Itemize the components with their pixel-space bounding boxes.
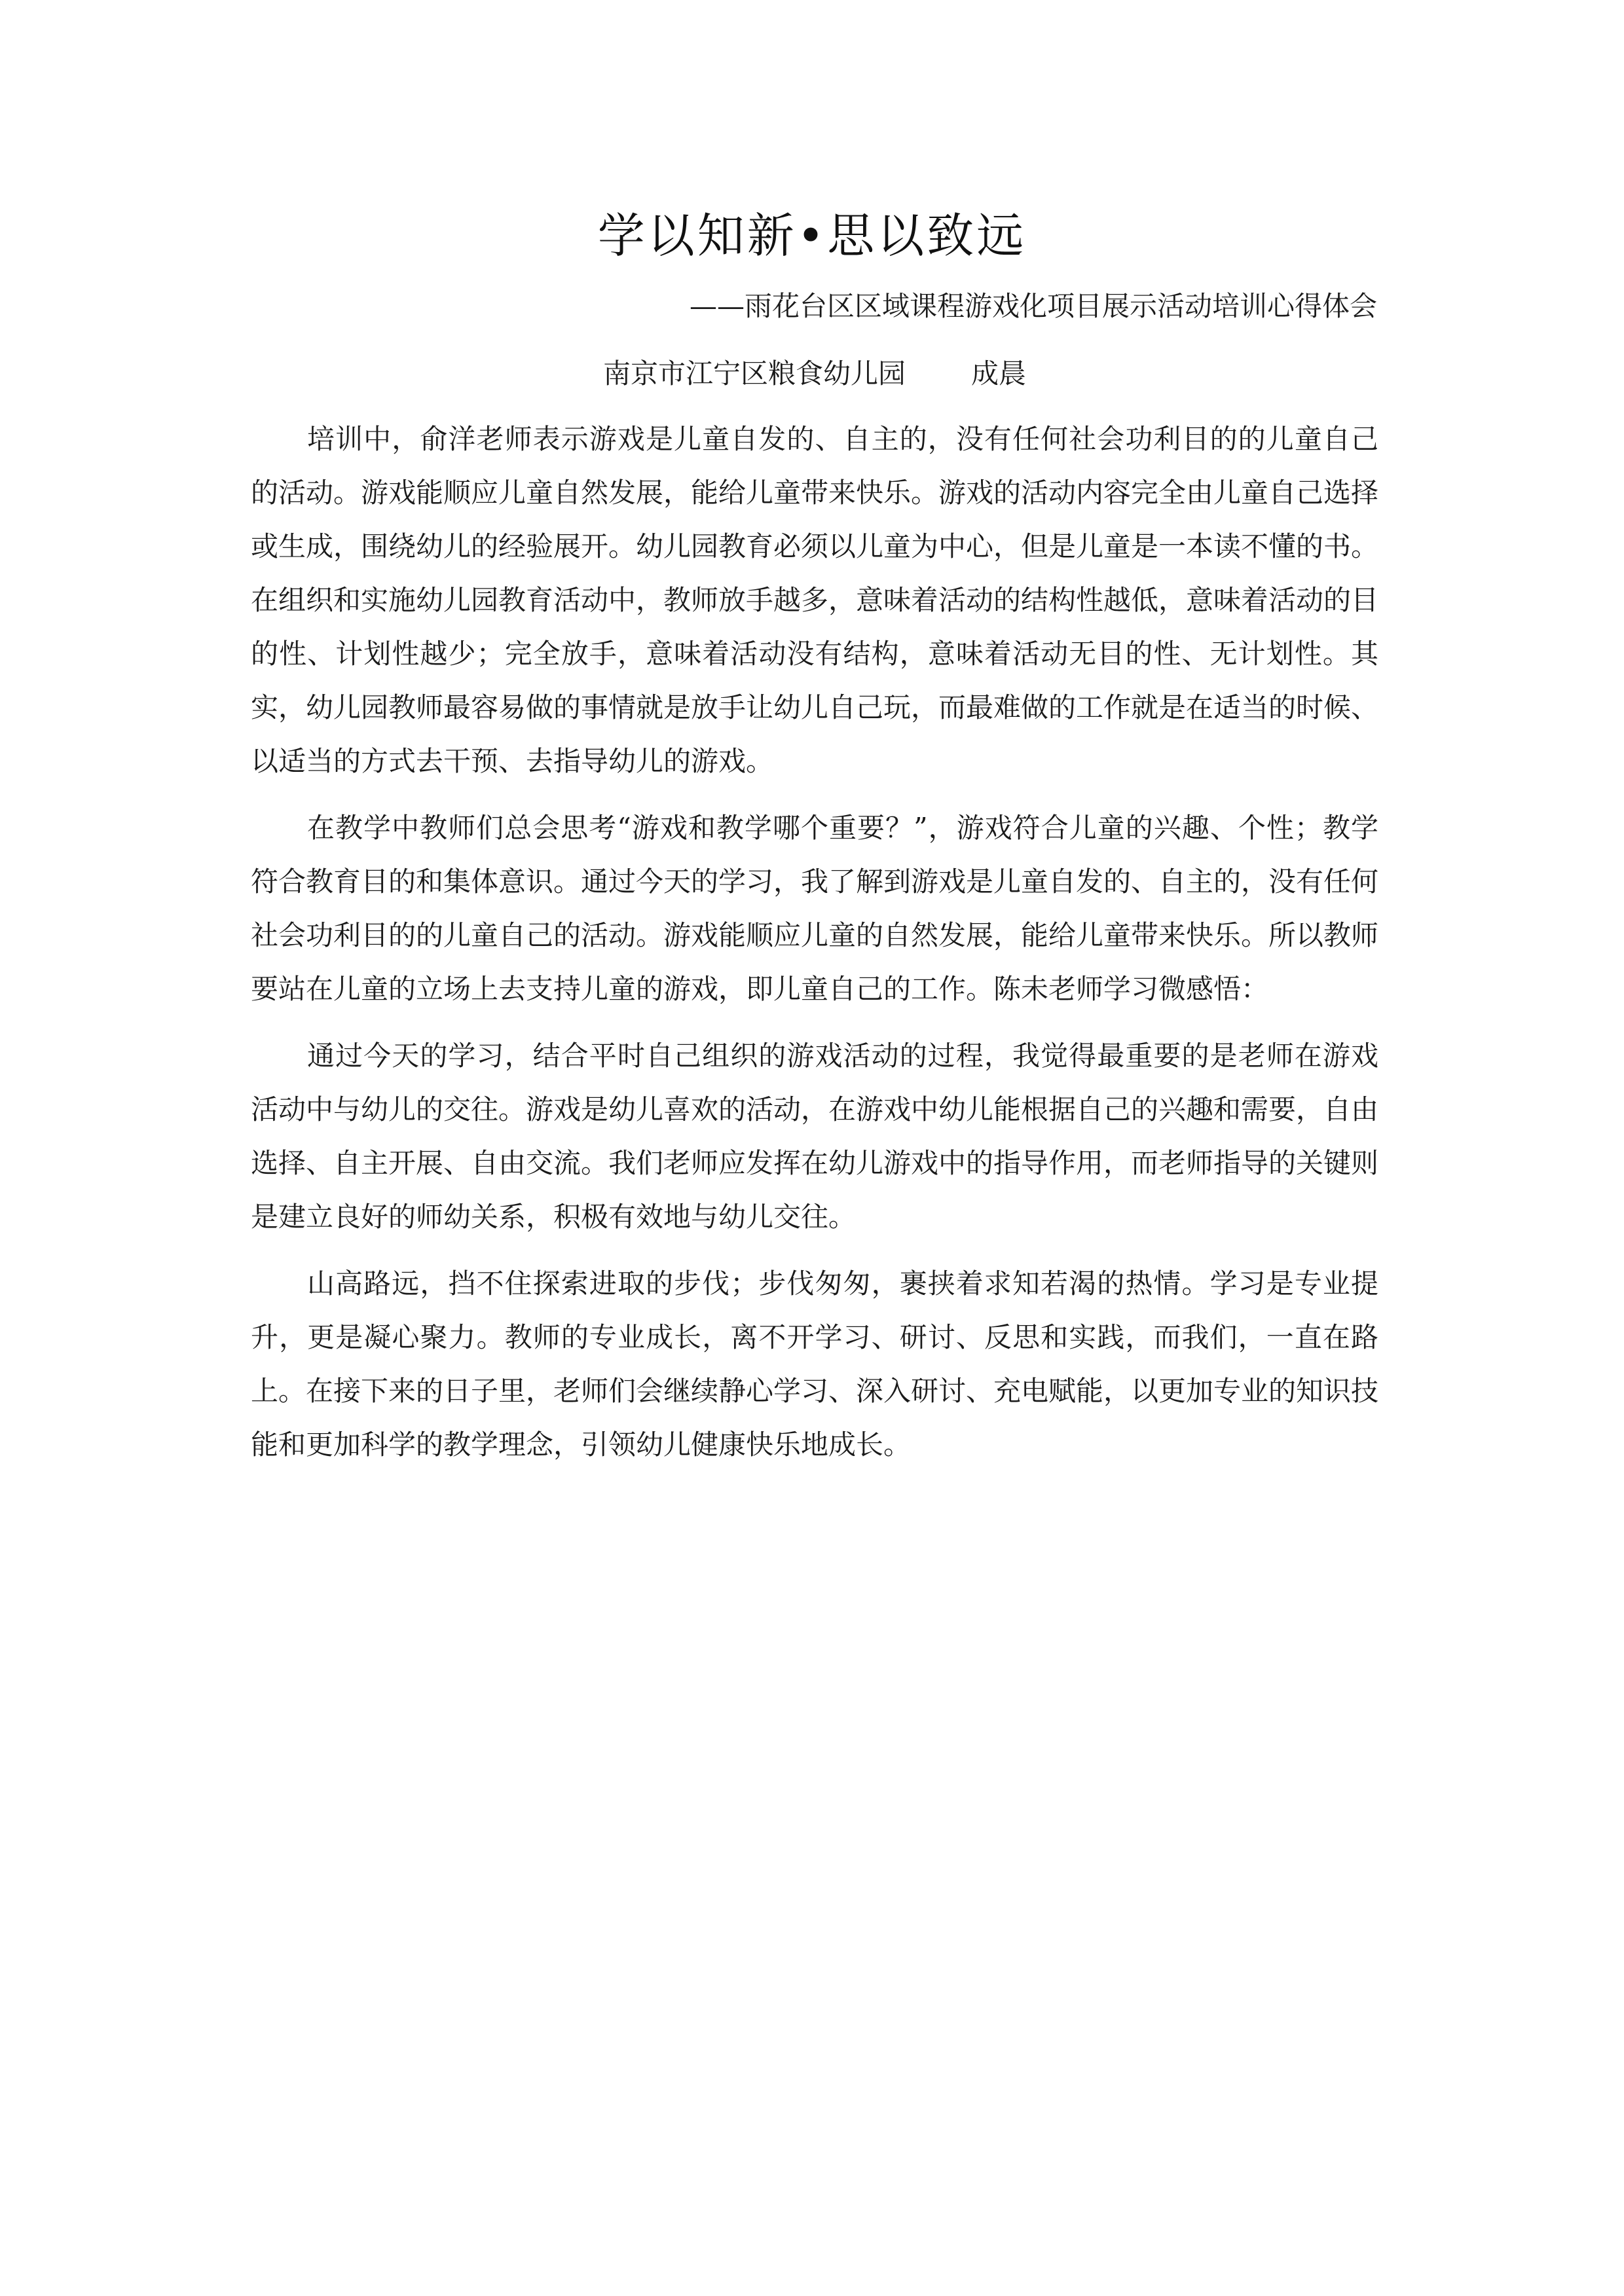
- author-organization: 南京市江宁区粮食幼儿园: [602, 357, 906, 390]
- author-name: 成晨: [971, 357, 1027, 390]
- paragraph-3: 通过今天的学习，结合平时自己组织的游戏活动的过程，我觉得最重要的是老师在游戏活动中与幼儿的交往。游戏是幼儿喜欢的活动，在游戏中幼儿能根据自己的兴趣和需要，自由选择、自主开展、自由交流。我们老师应发挥在幼儿游戏中的指导作用，而老师指导的关键则是建立良好的师幼关系，积极有效地与幼儿交往。: [251, 1040, 1379, 1233]
- paragraph-1: 培训中，俞洋老师表示游戏是儿童自发的、自主的，没有任何社会功利目的的儿童自己的活动。游戏能顺应儿童自然发展，能给儿童带来快乐。游戏的活动内容完全由儿童自己选择或生成，围绕幼儿的经验展开。幼儿园教育必须以儿童为中心，但是儿童是一本读不懂的书。在组织和实施幼儿园教育活动中，教师放手越多，意味着活动的结构性越低，意味着活动的目的性、计划性越少；完全放手，意味着活动没有结构，意味着活动无目的性、无计划性。其实，幼儿园教师最容易做的事情就是放手让幼儿自己玩，而最难做的工作就是在适当的时候、以适当的方式去干预、去指导幼儿的游戏。: [251, 423, 1379, 777]
- document-title: 学以知新•思以致远: [597, 208, 1027, 263]
- author-line: [252, 350, 1377, 397]
- document-subtitle: ——雨花台区区域课程游戏化项目展示活动培训心得体会: [689, 290, 1377, 322]
- paragraph-2: 在教学中教师们总会思考“游戏和教学哪个重要？”，游戏符合儿童的兴趣、个性；教学符合教育目的和集体意识。通过今天的学习，我了解到游戏是儿童自发的、自主的，没有任何社会功利目的的儿童自己的活动。游戏能顺应儿童的自然发展，能给儿童带来快乐。所以教师要站在儿童的立场上去支持儿童的游戏，即儿童自己的工作。陈未老师学习微感悟：: [251, 812, 1379, 1005]
- document-body: [251, 412, 1378, 1485]
- paragraph-4: 山高路远，挡不住探索进取的步伐；步伐匆匆，裹挟着求知若渴的热情。学习是专业提升，更是凝心聚力。教师的专业成长，离不开学习、研讨、反思和实践，而我们，一直在路上。在接下来的日子里，老师们会继续静心学习、深入研讨、充电赋能，以更加专业的知识技能和更加科学的教学理念，引领幼儿健康快乐地成长。: [251, 1267, 1379, 1461]
